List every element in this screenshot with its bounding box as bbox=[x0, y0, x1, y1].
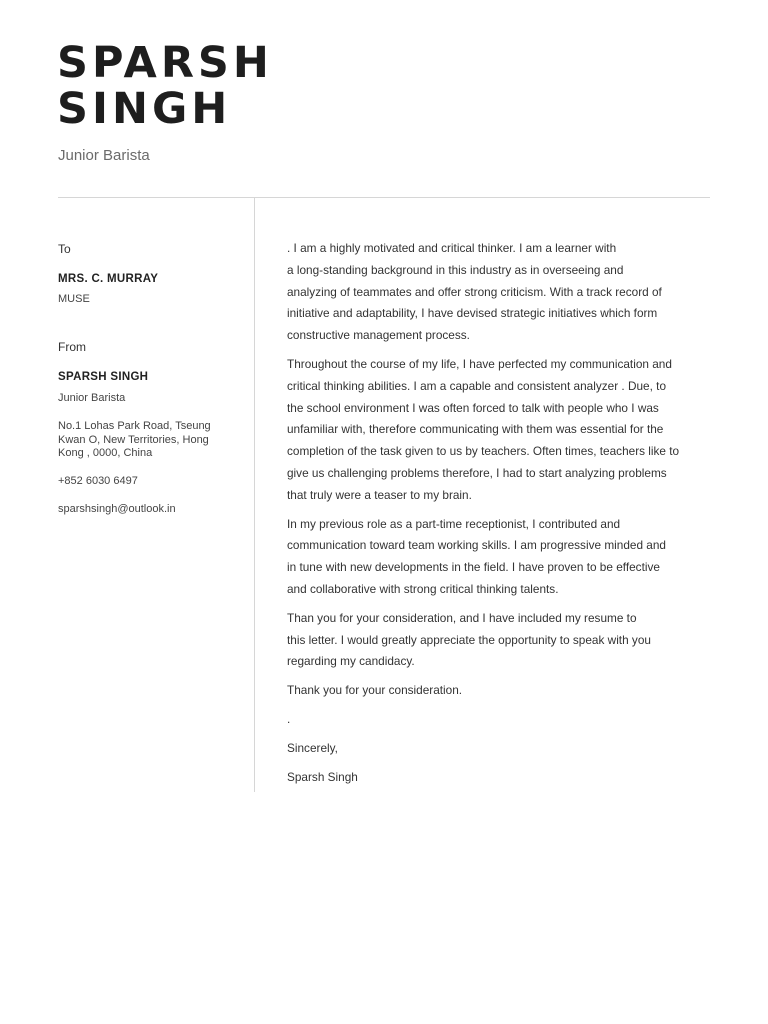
letter-signature bbox=[287, 767, 712, 789]
applicant-name-first: SPARSH bbox=[57, 38, 273, 88]
letter-line: in tune with new developments in the field. I have proven to be effective bbox=[287, 560, 660, 575]
letter-line: In my previous role as a part-time receptionist, I contributed and bbox=[287, 516, 621, 531]
letter-line: Sparsh Singh bbox=[287, 769, 358, 784]
sender-address-line: Kwan O, New Territories, Hong bbox=[58, 433, 209, 446]
letter-line: analyzing of teammates and offer strong criticism. With a track record of bbox=[287, 284, 662, 299]
letter-body bbox=[287, 238, 712, 795]
sender-address bbox=[58, 420, 238, 461]
letter-closing-thanks bbox=[287, 680, 712, 702]
applicant-job-title: Junior Barista bbox=[58, 147, 150, 164]
letter-line: a long-standing background in this industry as in overseeing and bbox=[287, 262, 624, 277]
letter-line: the school environment I was often forced to talk with people who I was bbox=[287, 400, 659, 415]
sender-name: SPARSH SINGH bbox=[58, 371, 149, 383]
letter-line: regarding my candidacy. bbox=[287, 654, 415, 669]
letter-line: unfamiliar with, therefore communicating with them was essential for the bbox=[287, 422, 664, 437]
recipient-label: To bbox=[58, 242, 71, 256]
letter-line: and collaborative with strong critical thinking talents. bbox=[287, 581, 559, 596]
sender-label: From bbox=[58, 340, 86, 354]
sender-title: Junior Barista bbox=[58, 392, 126, 404]
letter-line: this letter. I would greatly appreciate the opportunity to speak with you bbox=[287, 632, 651, 647]
letter-line: give us challenging problems therefore, I had to start analyzing problems bbox=[287, 465, 667, 480]
letter-line: Than you for your consideration, and I have included my resume to bbox=[287, 610, 637, 625]
letter-dot bbox=[287, 709, 712, 731]
applicant-name-last: SINGH bbox=[57, 84, 232, 134]
sender-address-line: No.1 Lohas Park Road, Tseung bbox=[58, 420, 211, 432]
letter-line: constructive management process. bbox=[287, 328, 470, 343]
header-divider bbox=[58, 197, 710, 198]
column-divider bbox=[254, 198, 255, 792]
letter-paragraph bbox=[287, 238, 712, 347]
letter-paragraph bbox=[287, 608, 712, 673]
letter-line: critical thinking abilities. I am a capable and consistent analyzer . Due, to bbox=[287, 378, 667, 393]
letter-line: completion of the task given to us by teachers. Often times, teachers like to bbox=[287, 444, 680, 459]
sender-email[interactable]: sparshsingh@outlook.in bbox=[58, 503, 176, 515]
letter-line: . I am a highly motivated and critical thinker. I am a learner with bbox=[287, 241, 617, 255]
letter-valediction bbox=[287, 738, 712, 760]
letter-line: Thank you for your consideration. bbox=[287, 683, 463, 698]
letter-line: Sincerely, bbox=[287, 740, 338, 755]
letter-paragraph bbox=[287, 514, 712, 601]
recipient-company: MUSE bbox=[58, 293, 90, 305]
letter-line: communication toward team working skills. I am progressive minded and bbox=[287, 538, 666, 553]
letter-paragraph bbox=[287, 354, 712, 507]
sender-address-line: Kong , 0000, China bbox=[58, 447, 153, 459]
letter-line: Throughout the course of my life, I have perfected my communication and bbox=[287, 356, 672, 371]
sender-phone: +852 6030 6497 bbox=[58, 475, 138, 487]
applicant-name bbox=[57, 40, 273, 132]
letter-line: initiative and adaptability, I have devised strategic initiatives which form bbox=[287, 306, 658, 321]
letter-line: . bbox=[287, 711, 291, 726]
recipient-name: MRS. C. MURRAY bbox=[58, 273, 159, 285]
letter-line: that truly were a teaser to my brain. bbox=[287, 487, 472, 502]
